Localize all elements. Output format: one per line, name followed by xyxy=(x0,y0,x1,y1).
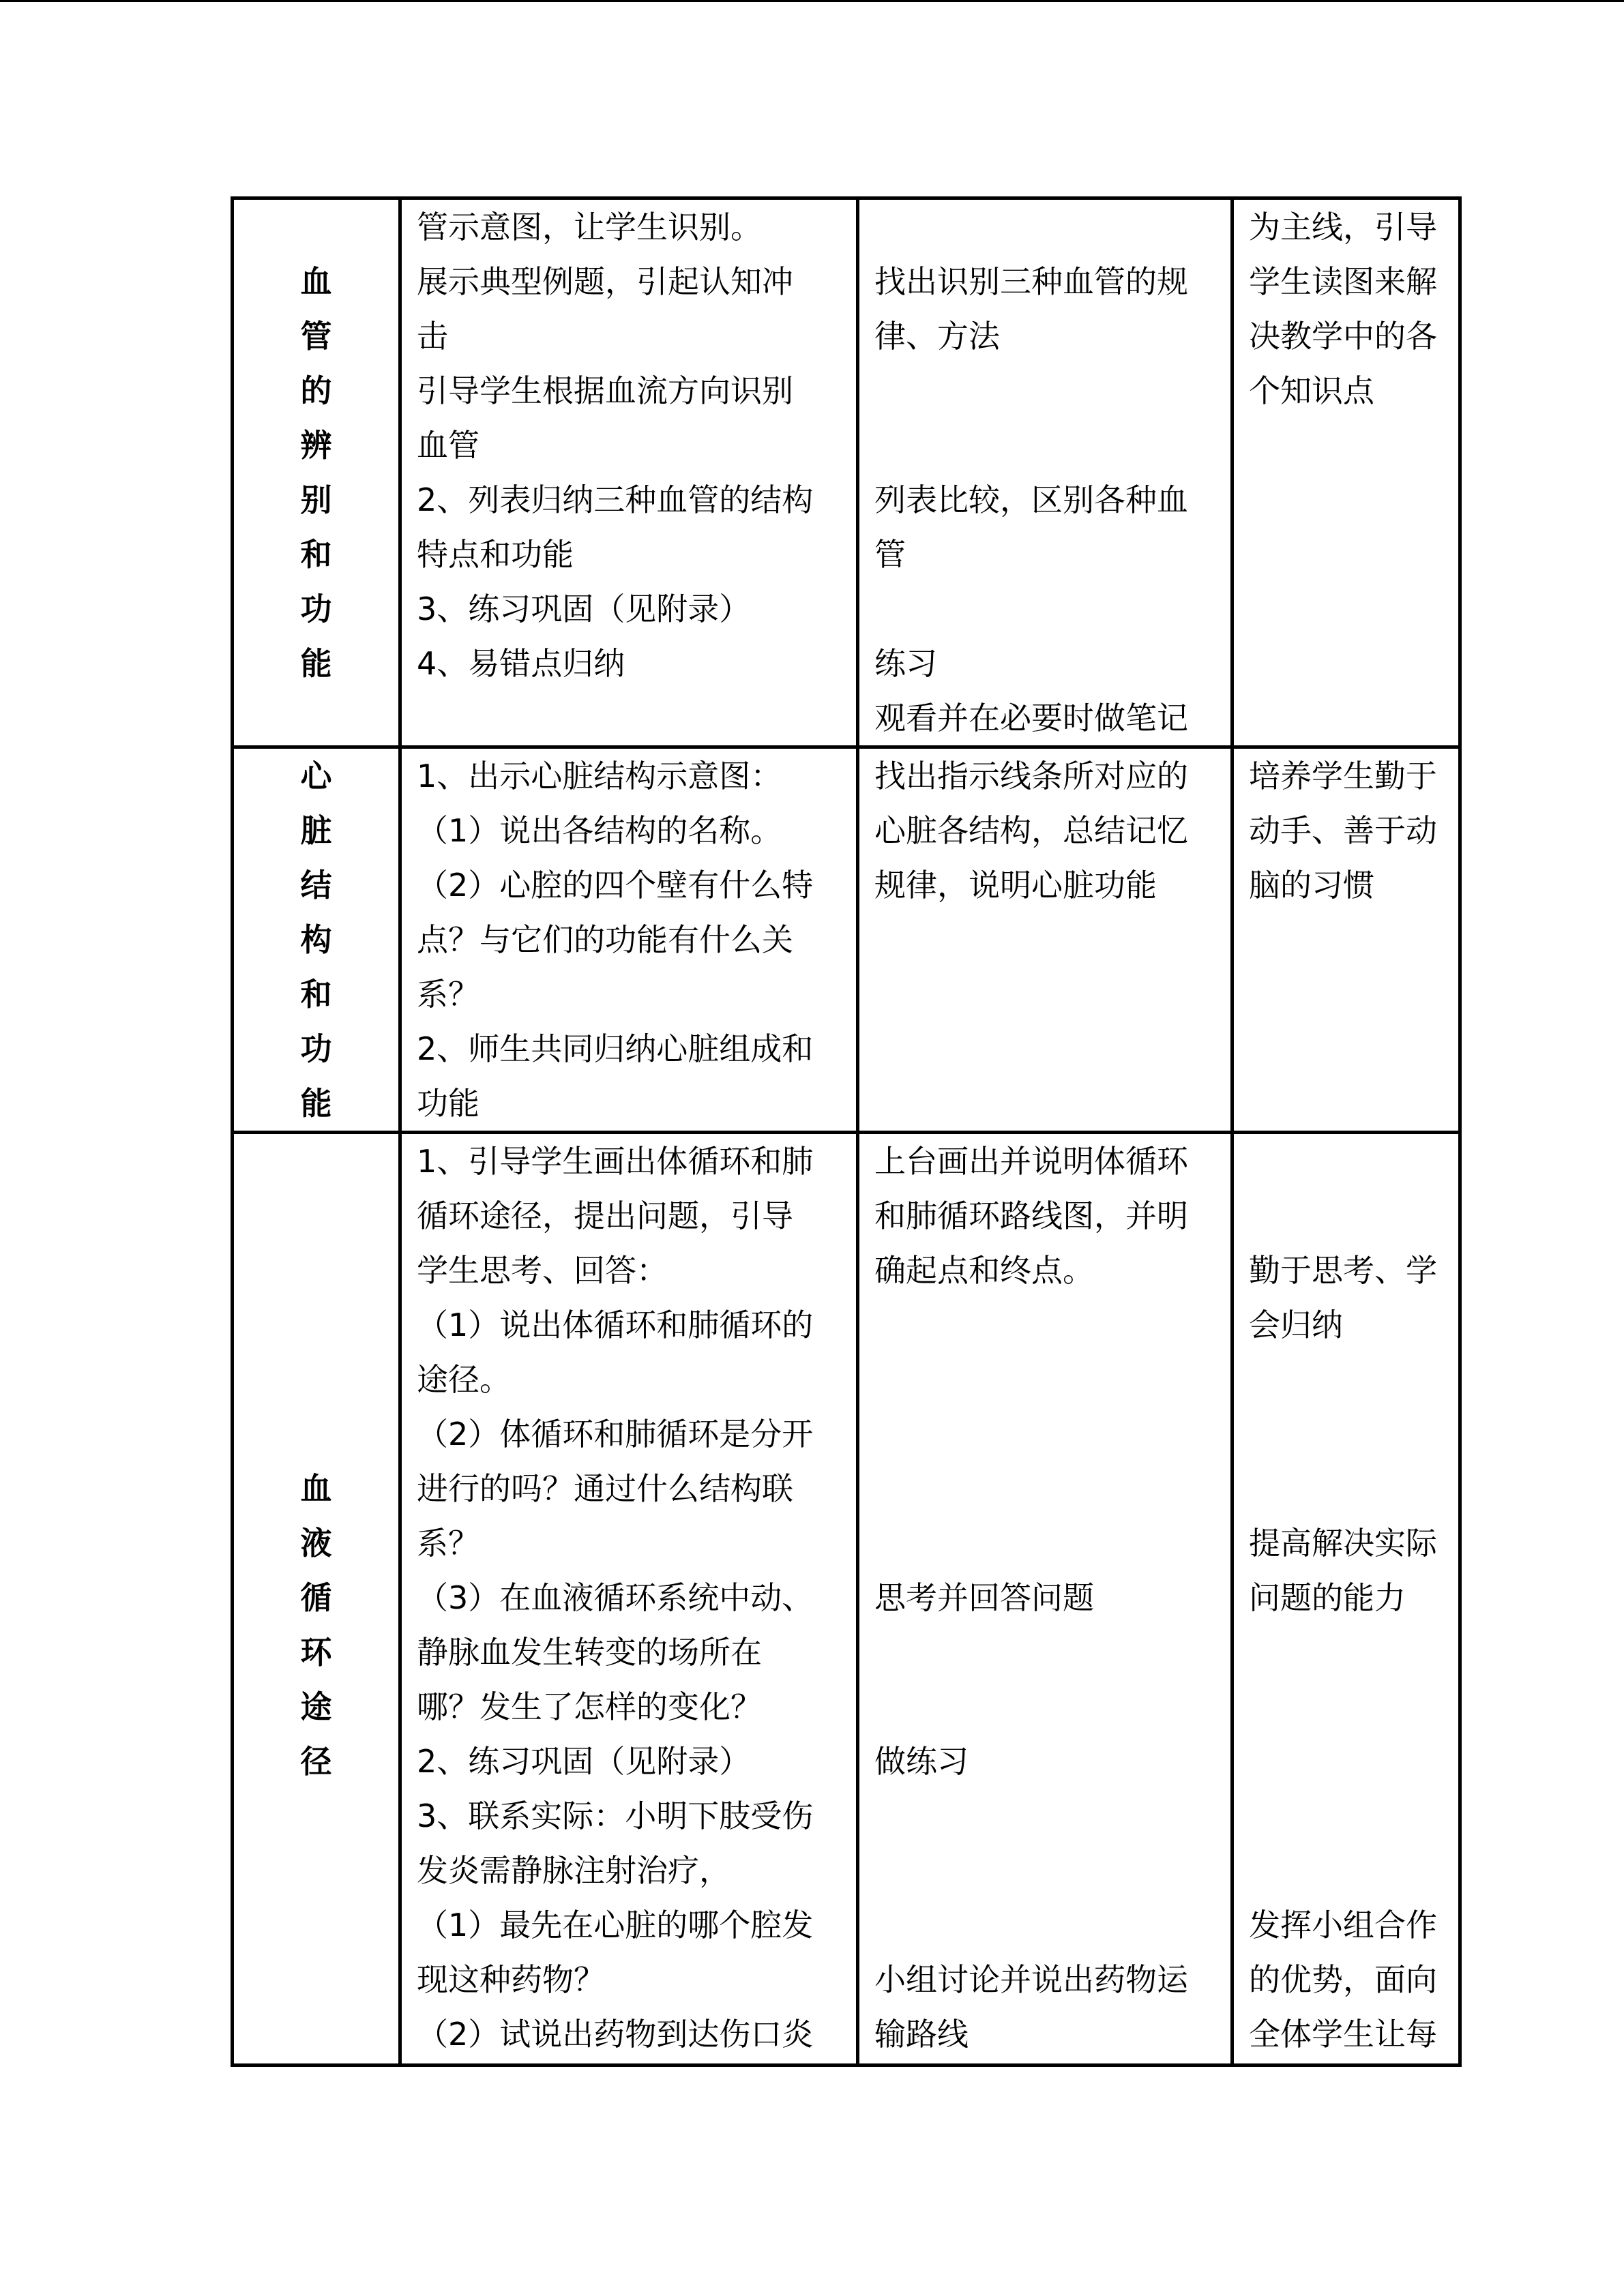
text-line: （1）说出各结构的名称。 xyxy=(417,812,782,849)
text-line: （2）心腔的四个壁有什么特 xyxy=(417,867,814,904)
student-activity-cell xyxy=(858,747,1232,1133)
text-line: 结 xyxy=(300,867,332,904)
text-line: 动手、善于动 xyxy=(1249,812,1437,849)
text-line xyxy=(874,1407,1230,1461)
text-line: 的优势，面向 xyxy=(1249,1961,1437,1998)
text-line: 静脉血发生转变的场所在 xyxy=(417,1634,762,1671)
design-purpose-cell xyxy=(1232,747,1460,1133)
text-line: 3、练习巩固（见附录） xyxy=(417,591,751,627)
text-line: 途 xyxy=(300,1688,332,1725)
design-purpose-cell xyxy=(1232,1133,1460,2066)
text-line: 列表比较，区别各种血 xyxy=(874,481,1188,518)
text-line: 练习 xyxy=(874,645,937,682)
text-line xyxy=(874,1843,1230,1898)
lesson-plan-table xyxy=(231,196,1462,2067)
text-line: （1）说出体循环和肺循环的 xyxy=(417,1307,814,1343)
text-line xyxy=(874,1516,1230,1570)
text-line xyxy=(1249,1134,1458,1189)
topic-cell xyxy=(233,1133,400,2066)
design-purpose-cell xyxy=(1232,198,1460,747)
text-line xyxy=(874,363,1230,418)
text-line: 脏 xyxy=(300,812,332,849)
text-line: 循 xyxy=(300,1579,332,1616)
text-line: 构 xyxy=(300,921,332,958)
text-line: 勤于思考、学 xyxy=(1249,1252,1437,1289)
text-line xyxy=(874,418,1230,473)
text-line: 击 xyxy=(417,318,448,355)
text-line: 心 xyxy=(300,758,332,794)
text-line: 问题的能力 xyxy=(1249,1579,1406,1616)
text-line: 发挥小组合作 xyxy=(1249,1907,1437,1943)
text-line: 提高解决实际 xyxy=(1249,1525,1437,1562)
text-line: 现这种药物？ xyxy=(417,1961,605,1998)
text-line: 能 xyxy=(300,645,332,682)
text-line xyxy=(1249,1352,1458,1407)
text-line xyxy=(874,1789,1230,1843)
text-line: 血 xyxy=(300,263,332,300)
text-line: 1、出示心脏结构示意图： xyxy=(417,758,782,794)
student-activity-cell xyxy=(858,198,1232,747)
text-line: 个知识点 xyxy=(1249,372,1374,409)
text-line: 特点和功能 xyxy=(417,536,574,573)
text-line: 能 xyxy=(300,1085,332,1122)
text-line xyxy=(874,1898,1230,1952)
text-line: 规律，说明心脏功能 xyxy=(874,867,1157,904)
text-line: 引导学生根据血流方向识别 xyxy=(417,372,793,409)
text-line: 途径。 xyxy=(417,1361,511,1398)
text-line: 小组讨论并说出药物运 xyxy=(874,1961,1188,1998)
text-line: （3）在血液循环系统中动、 xyxy=(417,1579,814,1616)
text-line xyxy=(874,1352,1230,1407)
text-line xyxy=(874,1625,1230,1680)
text-line: 功能 xyxy=(417,1085,479,1122)
text-line: 决教学中的各 xyxy=(1249,318,1437,355)
text-line: 和 xyxy=(300,976,332,1013)
text-line: 和肺循环路线图，并明 xyxy=(874,1197,1188,1234)
text-line: 找出识别三种血管的规 xyxy=(874,263,1188,300)
text-line: 输路线 xyxy=(874,2016,969,2053)
text-line xyxy=(874,1461,1230,1516)
text-line xyxy=(874,1680,1230,1734)
text-line xyxy=(874,200,1230,254)
text-line: 找出指示线条所对应的 xyxy=(874,758,1188,794)
text-line xyxy=(1249,1680,1458,1734)
text-line: 系？ xyxy=(417,1525,479,1562)
text-line: 哪？发生了怎样的变化？ xyxy=(417,1688,762,1725)
text-line: 确起点和终点。 xyxy=(874,1252,1094,1289)
text-line: 培养学生勤于 xyxy=(1249,758,1437,794)
table-row xyxy=(233,747,1460,1133)
text-line: （1）最先在心脏的哪个腔发 xyxy=(417,1907,814,1943)
text-line: 律、方法 xyxy=(874,318,1000,355)
text-line: 和 xyxy=(300,536,332,573)
text-line: 液 xyxy=(300,1525,332,1562)
text-line xyxy=(1249,1189,1458,1243)
text-line: 系？ xyxy=(417,976,479,1013)
teacher-activity-cell xyxy=(400,1133,858,2066)
text-line: （2）试说出药物到达伤口炎 xyxy=(417,2016,814,2053)
text-line: 点？与它们的功能有什么关 xyxy=(417,921,793,958)
text-line: 的 xyxy=(300,372,332,409)
text-line: 思考并回答问题 xyxy=(874,1579,1094,1616)
text-line: 别 xyxy=(300,481,332,518)
text-line: 心脏各结构，总结记忆 xyxy=(874,812,1188,849)
text-line xyxy=(1249,1734,1458,1789)
text-line xyxy=(1249,1789,1458,1843)
text-line xyxy=(1249,1625,1458,1680)
text-line: 上台画出并说明体循环 xyxy=(874,1143,1188,1180)
text-line: 功 xyxy=(300,591,332,627)
text-line: 2、练习巩固（见附录） xyxy=(417,1743,751,1780)
text-line: 血 xyxy=(300,1470,332,1507)
text-line: 展示典型例题，引起认知冲 xyxy=(417,263,793,300)
text-line: 2、师生共同归纳心脏组成和 xyxy=(417,1030,814,1067)
student-activity-cell xyxy=(858,1133,1232,2066)
text-line: 2、列表归纳三种血管的结构 xyxy=(417,481,814,518)
text-line: 4、易错点归纳 xyxy=(417,645,625,682)
text-line: 辨 xyxy=(300,427,332,464)
text-line xyxy=(1249,1461,1458,1516)
text-line: 循环途径，提出问题，引导 xyxy=(417,1197,793,1234)
text-line xyxy=(1249,1843,1458,1898)
text-line: 做练习 xyxy=(874,1743,969,1780)
text-line: 学生读图来解 xyxy=(1249,263,1437,300)
top-rule xyxy=(0,0,1624,2)
text-line: 管示意图，让学生识别。 xyxy=(417,209,762,245)
table-row xyxy=(233,198,1460,747)
text-line: 会归纳 xyxy=(1249,1307,1343,1343)
topic-cell xyxy=(233,198,400,747)
table-row xyxy=(233,1133,1460,2066)
text-line: 功 xyxy=(300,1030,332,1067)
teacher-activity-cell xyxy=(400,747,858,1133)
text-line: 学生思考、回答： xyxy=(417,1252,668,1289)
text-line: 管 xyxy=(874,536,906,573)
topic-cell xyxy=(233,747,400,1133)
text-line: 环 xyxy=(300,1634,332,1671)
text-line: 全体学生让每 xyxy=(1249,2016,1437,2053)
text-line: 3、联系实际：小明下肢受伤 xyxy=(417,1798,814,1834)
text-line xyxy=(874,1298,1230,1352)
text-line xyxy=(1249,1407,1458,1461)
teacher-activity-cell xyxy=(400,198,858,747)
text-line: 1、引导学生画出体循环和肺 xyxy=(417,1143,814,1180)
text-line: 为主线，引导 xyxy=(1249,209,1437,245)
text-line xyxy=(874,582,1230,636)
text-line: 进行的吗？通过什么结构联 xyxy=(417,1470,793,1507)
text-line: （2）体循环和肺循环是分开 xyxy=(417,1416,814,1452)
text-line: 发炎需静脉注射治疗， xyxy=(417,1852,730,1889)
text-line: 径 xyxy=(300,1743,332,1780)
text-line: 脑的习惯 xyxy=(1249,867,1374,904)
text-line: 管 xyxy=(300,318,332,355)
text-line: 观看并在必要时做笔记 xyxy=(874,700,1188,736)
text-line: 血管 xyxy=(417,427,479,464)
